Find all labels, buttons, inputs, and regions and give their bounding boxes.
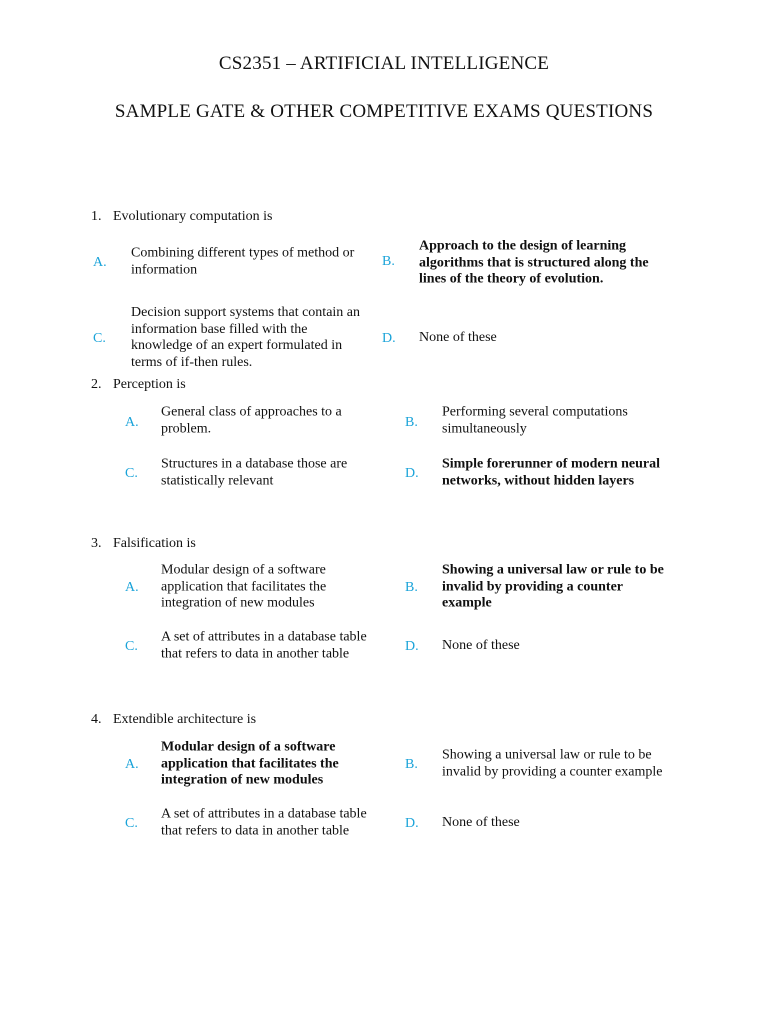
option-a: Modular design of a software application that facilitates the integration of new modules xyxy=(161,739,339,788)
option-a: Modular design of a software application that facilitates the integration of new modules xyxy=(161,562,327,611)
option-c: A set of attributes in a database table that refers to data in another table xyxy=(161,806,367,838)
question-number: 2. xyxy=(91,377,102,392)
option-letter-d: D. xyxy=(405,466,419,481)
option-a: Combining different types of method or information xyxy=(131,245,355,277)
option-letter-b: B. xyxy=(382,254,395,269)
question-stem xyxy=(91,209,272,225)
option-letter-a: A. xyxy=(125,580,139,595)
question-text: Evolutionary computation is xyxy=(113,209,273,224)
question-text: Falsification is xyxy=(113,536,196,551)
question-stem xyxy=(91,712,256,728)
option-d: None of these xyxy=(419,329,497,345)
option-letter-c: C. xyxy=(125,466,138,481)
option-letter-b: B. xyxy=(405,580,418,595)
document-subtitle: SAMPLE GATE & OTHER COMPETITIVE EXAMS QUESTIONS xyxy=(114,101,654,122)
option-letter-c: C. xyxy=(125,639,138,654)
question-number: 3. xyxy=(91,536,102,551)
option-d: Simple forerunner of modern neural networks, without hidden layers xyxy=(442,456,661,488)
option-d: None of these xyxy=(442,637,520,653)
option-letter-c: C. xyxy=(125,816,138,831)
question-stem xyxy=(91,536,196,552)
option-c: Structures in a database those are statistically relevant xyxy=(161,456,348,488)
option-c: A set of attributes in a database table that refers to data in another table xyxy=(161,629,367,661)
question-text: Perception is xyxy=(113,377,186,392)
option-c: Decision support systems that contain an information base filled with the knowledge of an expert formulated in terms of if-then rules. xyxy=(131,305,361,370)
option-b: Showing a universal law or rule to be invalid by providing a counter example xyxy=(442,562,664,611)
option-letter-d: D. xyxy=(405,639,419,654)
option-letter-a: A. xyxy=(125,415,139,430)
option-letter-b: B. xyxy=(405,757,418,772)
question-stem xyxy=(91,377,186,393)
option-b: Showing a universal law or rule to be invalid by providing a counter example xyxy=(442,747,663,779)
option-letter-a: A. xyxy=(93,255,107,270)
document-title: CS2351 – ARTIFICIAL INTELLIGENCE xyxy=(218,53,550,74)
option-letter-d: D. xyxy=(382,331,396,346)
option-letter-b: B. xyxy=(405,415,418,430)
option-b: Approach to the design of learning algorithms that is structured along the lines of the theory of evolution. xyxy=(419,238,649,287)
option-b: Performing several computations simultaneously xyxy=(442,404,628,436)
question-text: Extendible architecture is xyxy=(113,712,257,727)
question-number: 4. xyxy=(91,712,102,727)
option-d: None of these xyxy=(442,814,520,830)
option-letter-c: C. xyxy=(93,331,106,346)
question-number: 1. xyxy=(91,209,102,224)
option-letter-d: D. xyxy=(405,816,419,831)
option-a: General class of approaches to a problem. xyxy=(161,404,342,436)
option-letter-a: A. xyxy=(125,757,139,772)
